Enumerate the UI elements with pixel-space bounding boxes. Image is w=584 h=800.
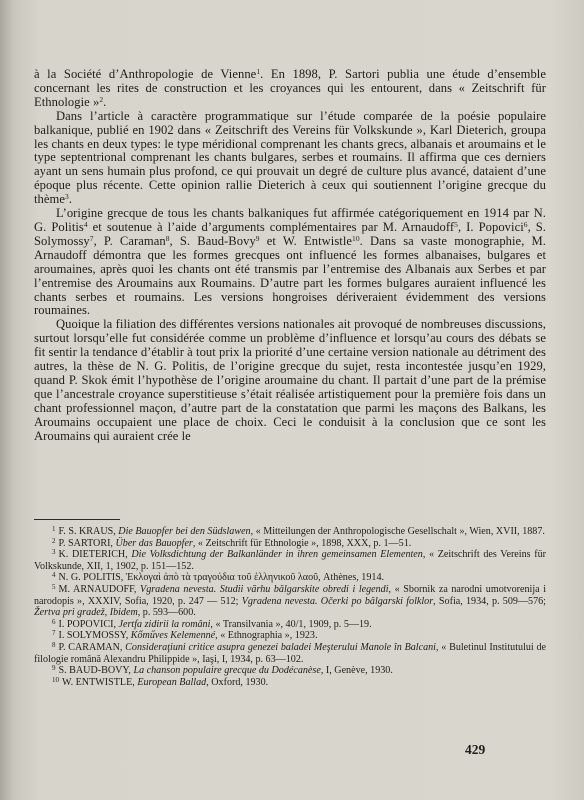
footnote-title: European Ballad bbox=[137, 676, 207, 688]
footnote-ref: 6 bbox=[523, 219, 528, 229]
footnote-number: 8 bbox=[52, 640, 56, 649]
paragraph-3 bbox=[34, 207, 546, 318]
text-run: Dans l’article à caractère programmatique sur l’étude comparée de la poésie populaire balkanique, publié en 1902 dans « Zeitschrift des Vereins für Volkskunde », Karl Dieterich, groupa les chants en deux types: le type méridional comprenant les chants grecs, albanais et aroumains et le type septentrional comprenant les chants bulgares, serbes et roumains. Il affirma que ces derniers ayant un sens humain plus profond, ce qui prouvait un degré de culture plus avancé, dataient d’une époque plus récente. Cette opinion rallie Dieterich à ceux qui soutiennent l’origine grecque du thème bbox=[34, 108, 546, 207]
footnote-number: 4 bbox=[52, 571, 56, 580]
text-run: , « Ethnographia », 1923. bbox=[215, 630, 318, 642]
text-run: , « Buletinul Institutului de filologie română Alexandru Philippide », Iaşi, I, 1934, p. 63—102. bbox=[34, 641, 547, 665]
footnote-number: 2 bbox=[52, 536, 56, 545]
text-run: . bbox=[103, 94, 107, 109]
footnote-ref: 10 bbox=[352, 233, 360, 243]
text-run: , I. Popovici bbox=[457, 219, 524, 234]
footnote-4 bbox=[34, 572, 546, 584]
paragraph-2 bbox=[34, 110, 546, 207]
text-run: I. POPOVICI, bbox=[58, 618, 119, 630]
text-run: et W. Entwistle bbox=[259, 233, 353, 248]
footnote-title: Consideraţiuni critice asupra genezei baladei Meşterului Manole în Balcani bbox=[125, 641, 436, 653]
text-run: et soutenue à l’aide d’arguments complémentaires par M. Arnaudoff bbox=[87, 219, 455, 234]
footnotes bbox=[34, 526, 546, 688]
text-run: L’origine grecque de tous les chants balkaniques fut affirmée catégoriquement en 1914 par N. G. Politis bbox=[34, 206, 546, 234]
footnote-8 bbox=[34, 642, 546, 665]
text-run: . En 1898, P. Sartori publia une étude d’ensemble concernant les rites de construction et les croyances qui les entourent, dans « Zeitschrift für Ethnologie » bbox=[34, 67, 546, 109]
text-run: à la Société d’Anthropologie de Vienne bbox=[34, 67, 257, 81]
text-run: . Dans sa vaste monographie, M. Arnaudoff démontra que les formes grecques ont influencé les formes albanaises, bulgares et aroumaines, après quoi les chants ont été transmis par l’entremise des Albanais aux Serbes et par l’entremise des Aroumains aux Roumains. D’autre part les formes bulgares auraient influencé les chants serbes et roumains. Les versions hongroises dériveraient évidemment des versions roumaines. bbox=[34, 233, 546, 318]
text-run: , p. 593—600. bbox=[137, 607, 196, 619]
page-number: 429 bbox=[465, 742, 486, 757]
text-run: F. S. KRAUS, bbox=[58, 526, 119, 537]
footnote-3 bbox=[34, 549, 546, 572]
text-run: K. DIETERICH, bbox=[58, 549, 132, 561]
text-run: , « Transilvania », 40/1, 1909, p. 5—19. bbox=[210, 618, 372, 630]
footnote-ref: 4 bbox=[83, 219, 88, 229]
paragraph-4: Quoique la filiation des différentes versions nationales ait provoqué de nombreuses discussions, surtout lorsqu’elle fut considérée comme un problème d’influence et lorsqu’au cours des débats se fit sentir la tendance d’établir à tout prix la priorité d’une certaine version nationale au détriment des autres, la thèse de N. G. Politis, de l’origine grecque du sujet, resta incontestée jusqu’en 1929, quand P. Skok émit l’hypothèse de l’origine aroumaine du chant. Il partait d’une part de la prémise que l’ancestrale croyance superstitieuse s’était réalisée artistiquement pour la première fois dans un chant professionnel maçon, d’autre part de la constatation que parmi les maçons des Balkans, les Aroumains occupaient une place de choix. Ceci le conduisit à la conclusion que ce sont les Aroumains qui auraient crée le bbox=[34, 317, 546, 443]
footnote-ref: 3 bbox=[65, 192, 69, 202]
footnote-title: Über das Bauopfer bbox=[115, 537, 193, 549]
footnote-title: Vgradena nevesta. Očerki po bălgarski folklor bbox=[241, 595, 434, 607]
text-run: , Sofia, 1934, p. 509—576; bbox=[433, 595, 546, 607]
text-run: , S. Baud-Bovy bbox=[169, 233, 256, 248]
text-run: , I, Genève, 1930. bbox=[320, 665, 393, 677]
text-run: , Oxford, 1930. bbox=[206, 676, 269, 688]
footnote-10 bbox=[34, 677, 546, 689]
footnote-title: Vgradena nevesta. Studii vărhu bălgarskite obredi i legendi bbox=[140, 583, 389, 595]
footnote-number: 1 bbox=[52, 525, 56, 533]
footnote-title: Die Volksdichtung der Balkanländer in ihren gemeinsamen Elementen bbox=[131, 549, 423, 561]
footnote-title: La chanson populaire grecque du Dodécanèse bbox=[133, 665, 321, 677]
footnote-number: 10 bbox=[52, 675, 59, 684]
footnote-number: 6 bbox=[52, 617, 56, 626]
footnote-6 bbox=[34, 619, 546, 631]
text-run: , « Mitteilungen der Anthropologische Gesellschalt », Wien, XVII, 1887. bbox=[250, 526, 545, 537]
text-run: P. SARTORI, bbox=[58, 537, 116, 549]
text-run: N. G. POLITIS, bbox=[58, 572, 126, 584]
footnote-ref: 8 bbox=[165, 233, 170, 243]
footnote-ref: 9 bbox=[255, 233, 260, 243]
footnote-ref: 5 bbox=[454, 219, 458, 229]
text-run: S. BAUD-BOVY, bbox=[58, 665, 134, 677]
text-run: M. ARNAUDOFF, bbox=[58, 583, 141, 595]
footnote-1 bbox=[34, 526, 546, 538]
footnote-ref: 2 bbox=[99, 94, 104, 104]
main-text bbox=[34, 68, 546, 443]
paragraph-1 bbox=[34, 68, 546, 110]
footnote-number: 3 bbox=[52, 548, 56, 557]
footnote-ref: 1 bbox=[256, 67, 261, 76]
text-run: P. CARAMAN, bbox=[58, 641, 126, 653]
footnote-title: Jertfa zidirii la români bbox=[118, 618, 211, 630]
footnote-title: Kőműves Kelemenné bbox=[130, 630, 216, 642]
footnote-5 bbox=[34, 584, 546, 619]
footnote-number: 5 bbox=[52, 582, 56, 591]
footnote-ref: 7 bbox=[89, 233, 94, 243]
text-run: , « Zeitschrift für Ethnologie », 1898, XXX, p. 1—51. bbox=[192, 537, 412, 549]
text-run: , « Zeitschrift des Vereins für Volkskunde, XII, 1, 1902, p. 151—152. bbox=[34, 549, 546, 572]
text-run: , « Sbornik za narodni umotvorenija i narodopis », XXXIV, Sofia, 1920, p. 247 — 512; bbox=[34, 583, 546, 607]
text-run: , P. Caraman bbox=[93, 233, 166, 248]
footnote-title: Žertva pri gradež, Ibidem bbox=[34, 607, 138, 619]
footnote-9 bbox=[34, 665, 546, 677]
text-run: W. ENTWISTLE, bbox=[62, 676, 138, 688]
footnote-number: 7 bbox=[52, 629, 56, 638]
footnote-separator bbox=[34, 519, 120, 520]
footnote-7 bbox=[34, 630, 546, 642]
text-run: Ἐκλογαὶ ἀπὸ τὰ τραγούδια τοῦ ἑλληνικοῦ λαοῦ, Athènes, 1914. bbox=[125, 572, 385, 584]
text-run: I. SOLYMOSSY, bbox=[58, 630, 131, 642]
text-run: , S. Solymossy bbox=[34, 219, 547, 248]
footnote-title: Die Bauopfer bei den Südslawen bbox=[118, 526, 251, 537]
footnote-2 bbox=[34, 538, 546, 550]
footnote-number: 9 bbox=[52, 664, 56, 673]
text-run: . bbox=[68, 192, 73, 207]
